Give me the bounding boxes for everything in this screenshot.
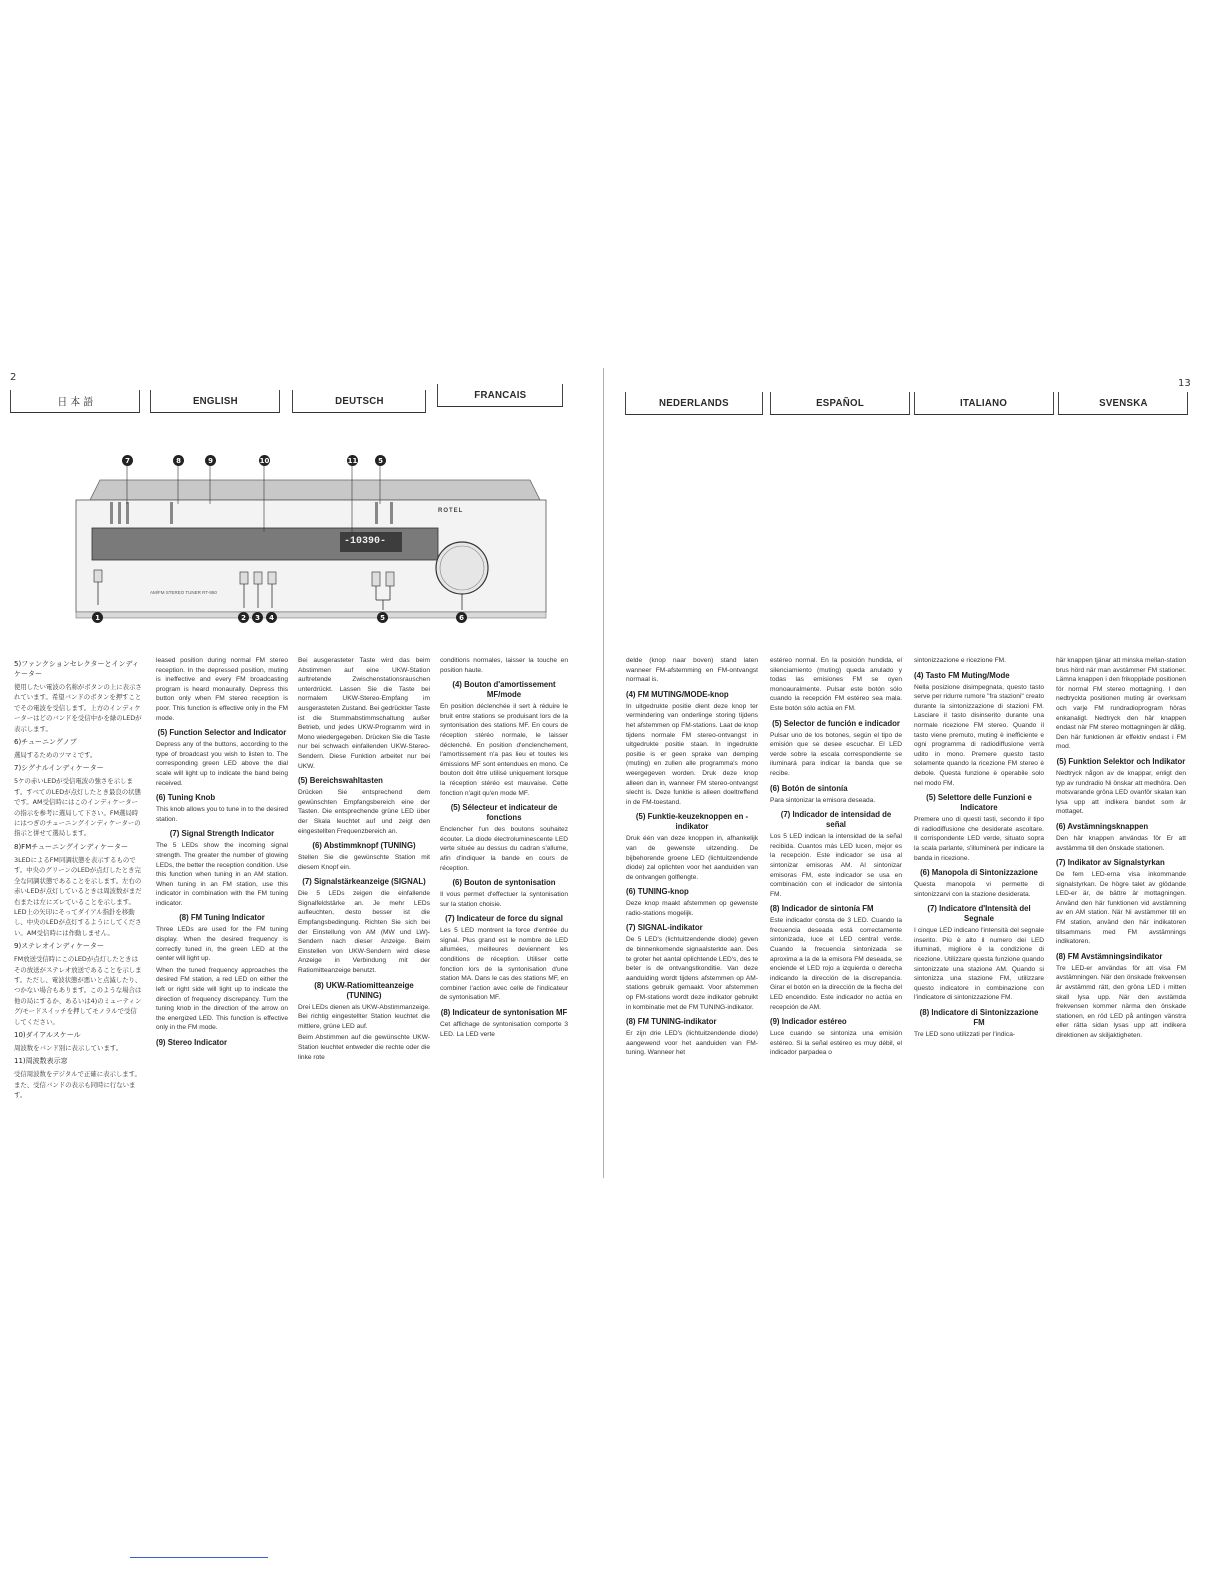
fr-para: En position déclenchée il sert à réduire le bruit entre stations se produisant lors de la syntonisation des stations MF. En cours de réception stéréo normale, le laisser déclenché. En position d'enclenchement, l'amortissement n'a pas lieu et toutes les émissions MF sont entendues en mono. Ce bouton doit être utilisé uniquement lorsque la réception stéréo est mauvaise. Cette fonction n'agit qu'en mode MF.: [440, 703, 568, 797]
tab-deutsch: DEUTSCH: [292, 390, 426, 413]
tab-francais: FRANCAIS: [437, 384, 563, 407]
jp-heading-8: 8)FMチューニングインディケーター: [14, 842, 128, 851]
es-heading-8: (8) Indicador de sintonía FM: [770, 904, 874, 914]
nl-para: Druk één van deze knoppen in, afhankelijk van de gewenste uitzending. De bijbehorende groene LED (lichtuitzendende diode) zal oplichten voor het aanduiden van de ontvangen golflengte.: [626, 835, 758, 881]
nl-para: Er zijn drie LED's (lichtuitzendende diode) aangewend voor het aanduiden van FM-tuning. Wanneer het: [626, 1030, 758, 1057]
de-para: Bei ausgerasteter Taste wird das beim Abstimmen auf eine UKW-Station auftretende Zwischenstationsrauschen unterdrückt. Lassen Sie die Taste bei normalem UKW-Stereo-Empfang im ausgerasteten Zustand. Bei gedrückter Taste ist die Stummabstimmschaltung außer Betrieb, und jedes UKW-Programm wird in Mono wiedergegeben. Drücken Sie die Taste nur bei schwach einfallenden UKW-Stereo-Sendern. Diese Funktion arbeitet nur bei UKW.: [298, 657, 430, 770]
deutsch-column: [298, 656, 430, 1064]
footer-rule: [130, 1557, 268, 1558]
it-para: Questa manopola vi permette di sintonizzarvi con la stazione desiderata.: [914, 881, 1044, 898]
jp-heading-10: 10)ダイアルスケール: [14, 1030, 81, 1039]
sv-para: Tre LED-er användas för att visa FM avstämningen. När den önskade frekvensen är avstämmd rätt, den gröna LED i mitten skall lysa upp. När den avstämda frekvensen kommer närma den önskade stationen, en röd LED på antingen vänstra eller rätta sidan lysas upp att indikera direktionen av skiljaktigheten.: [1056, 964, 1186, 1039]
en-heading-7: (7) Signal Strength Indicator: [169, 829, 275, 839]
callout-1: 1: [92, 612, 103, 623]
callout-11: 11: [347, 456, 358, 465]
nl-heading-5: (5) Funktie-keuzeknoppen en -indikator: [635, 812, 749, 832]
en-para: This knob allows you to tune in to the desired station.: [156, 806, 288, 823]
espanol-column: [770, 656, 902, 1060]
it-heading-5: (5) Selettore delle Funzioni e Indicatore: [926, 793, 1032, 813]
de-heading-7: (7) Signalstärkeanzeige (SIGNAL): [302, 877, 426, 887]
svenska-column: [1056, 656, 1186, 1043]
de-para: Die 5 LEDs zeigen die einfallende Signalfeldstärke an. Je mehr LEDs aufleuchten, desto besser ist die Empfangsbedingung. Richten Sie sich bei der Einstellung von AM (MW und LW)-Sendern nach dieser Anzeige. Beim Einstellen von UKW-Sendern wird diese Anzeige in Verbindung mit der Ratiomitteanzeige benutzt.: [298, 890, 430, 975]
en-para: Three LEDs are used for the FM tuning display. When the desired frequency is correctly tuned in, the green LED at the center will light up.: [156, 926, 288, 963]
callout-9: 9: [205, 455, 216, 466]
nederlands-column: [626, 656, 758, 1060]
japanese-column: [14, 656, 142, 1104]
es-para: Los 5 LED indican la intensidad de la señal recibida. Cuantos más LED lucen, mejor es la recepción. Este indicador se usa al sintonizar emisoras AM. Al sintonizar emisoras FM, este indicador se usa en combinación con el indicador de sintonía FM.: [770, 833, 902, 898]
callout-6: 6: [456, 612, 467, 623]
italiano-column: [914, 656, 1044, 1042]
en-para: Depress any of the buttons, according to the type of broadcast you wish to listen to. The corresponding green LED above the dial scale will light up to indicate the band being received.: [156, 741, 288, 787]
fr-para: Les 5 LED montrent la force d'entrée du signal. Plus grand est le nombre de LED allumées, meilleures deviennent les conditions de réception. Utiliser cette fonction lors de la syntonisation d'une station MA. Dans le cas des stations MF, en combiner l'action avec celle de l'indicateur de syntonisation MF.: [440, 927, 568, 1002]
de-para: Drücken Sie entsprechend dem gewünschten Empfangsbereich eine der Tasten. Die entsprechende grüne LED über der Skala leuchtet auf und zeigt den eingestellten Frequenzbereich an.: [298, 789, 430, 835]
callout-7: 7: [122, 455, 133, 466]
jp-para: 使用したい電波の名称がボタンの上に表示されています。希望バンドのボタンを押すことでその電波を受信します。上方のインディケーターはどのバンドを受信中かを緑のLEDが表示します。: [14, 683, 142, 733]
tab-svenska: SVENSKA: [1058, 392, 1188, 415]
callout-5-top: 5: [375, 455, 386, 466]
es-heading-6: (6) Botón de sintonía: [770, 783, 848, 793]
jp-para: 5ケの赤いLEDが受信電波の強さを示します。すべてのLEDが点灯したとき最良の状態です。AM受信時にはこのインディケーターの指示を参考に選局して下さい。FM選局時にはつぎのチューニングインディケーターの指示と併せて選局します。: [14, 777, 141, 838]
callout-5-bottom: 5: [377, 612, 388, 623]
en-para: When the tuned frequency approaches the desired FM station, a red LED on either the left or right side will light up to indicate the direction of frequency discrepancy. Turn the tuning knob in the direction of the arrow on the energized LED. This function is effective only in the FM mode.: [156, 966, 288, 1032]
sv-para: De fem LED-erna visa inkommande signalstyrkan. De högre talet av glödande LED-er är, de bättre är mottagningen. Använd den här funktionen vid avstämning av en AM station. När Ni avstämmer till en FM station, använd den här indikatoren tillsammans med FM avstämnings indikatoren.: [1056, 871, 1186, 946]
fr-heading-6: (6) Bouton de syntonisation: [452, 878, 556, 888]
it-para: Tre LED sono utilizzati per l'indica-: [914, 1031, 1016, 1039]
jp-heading-6: 6)チューニングノブ: [14, 738, 77, 747]
it-heading-8: (8) Indicatore di Sintonizzazione FM: [919, 1008, 1039, 1028]
it-para: Premere uno di questi tasti, secondo il tipo di radiodiffusione che desiderate ascoltare. Il corrispondente LED verde, situato sopra la scala parlante, s'illuminerà per indicare la banda in ricezione.: [914, 816, 1044, 862]
es-para: Este indicador consta de 3 LED. Cuando la frecuencia deseada está correctamente sintonizada, luce el LED central verde. Cuando la frecuencia sintonizada se aproxima a la de la emisora FM deseada, se enciende el LED rojo a izquierda o derecha indicando la dirección de la discrepancia. Girar el botón en la dirección de la flecha del LED encendido. Este indicador no actúa en recepción de AM.: [770, 917, 902, 1011]
jp-para: 周波数をバンド別に表示しています。: [14, 1043, 123, 1052]
fr-para: conditions normales, laisser la touche en position haute.: [440, 657, 568, 674]
it-heading-4: (4) Tasto FM Muting/Mode: [914, 670, 1010, 680]
callout-3: 3: [252, 612, 263, 623]
jp-heading-7: 7)シグナルインディケーター: [14, 764, 104, 773]
es-para: Pulsar uno de los botones, según el tipo de emisión que se desee escuchar. El LED verde sobre la escala correspondiente se iluminará para indicar la banda que se recibe.: [770, 731, 902, 777]
en-heading-8: (8) FM Tuning Indicator: [179, 913, 265, 923]
sv-para: Den här knappen användas för Er att avstämma till den önskade stationen.: [1056, 834, 1186, 852]
tuner-front-panel-drawing: [40, 440, 580, 645]
jp-heading-11: 11)周波数表示窓: [14, 1057, 68, 1066]
fr-heading-5: (5) Sélecteur et indicateur de fonctions: [450, 803, 558, 823]
de-para: Drei LEDs dienen als UKW-Abstimmanzeige. Bei richtig eingestellter Station leuchtet die mittlere, grüne LED auf.: [298, 1003, 430, 1030]
nl-heading-6: (6) TUNING-knop: [626, 887, 689, 897]
fr-heading-8: (8) Indicateur de syntonisation MF: [440, 1008, 568, 1018]
jp-para: 受信周波数をデジタルで正確に表示します。また、受信バンドの表示も同時に行ないます。: [14, 1070, 141, 1100]
brand-logo: ROTEL: [438, 508, 464, 514]
sv-heading-8: (8) FM Avstämningsindikator: [1056, 951, 1163, 961]
tuner-illustration: [40, 440, 580, 645]
fr-heading-7: (7) Indicateur de force du signal: [445, 914, 563, 924]
en-para: The 5 LEDs show the incoming signal strength. The greater the number of glowing LEDs, the better the reception condition. Use this function when tuning in an AM station. When tuning in an FM station, use this indicator in combination with the FM tuning indicator.: [156, 842, 288, 907]
fr-para: Il vous permet d'effectuer la syntonisation sur la station choisie.: [440, 891, 568, 908]
de-para: Stellen Sie die gewünschte Station mit diesem Knopf ein.: [298, 854, 430, 871]
en-heading-5: (5) Function Selector and Indicator: [157, 728, 287, 738]
it-heading-7: (7) Indicatore d'Intensità del Segnale: [927, 904, 1031, 924]
nl-heading-8: (8) FM TUNING-indikator: [626, 1017, 717, 1027]
nl-para: Deze knop maakt afstemmen op gewenste radio-stations mogelijk.: [626, 900, 758, 917]
de-heading-5: (5) Bereichswahltasten: [298, 776, 383, 786]
frequency-display: -10390-: [344, 536, 387, 547]
tab-nederlands: NEDERLANDS: [625, 392, 763, 415]
page-number-left: 2: [10, 372, 17, 383]
sv-heading-6: (6) Avstämningsknappen: [1056, 821, 1149, 831]
tab-english: ENGLISH: [150, 390, 280, 413]
english-column: [156, 656, 288, 1050]
fr-heading-4: (4) Bouton d'amortissement MF/mode: [452, 680, 556, 700]
jp-heading-9: 9)ステレオインディケーター: [14, 942, 104, 951]
sv-heading-5: (5) Funktion Selektor och Indikator: [1056, 756, 1186, 766]
it-para: Nella posizione disimpegnata, questo tasto serve per ridurre rumore "fra stazioni" creato durante la sintonizzazione di stazioni FM. Lasciare il tasto disinserito durante una normale ricezione FM stereo. Quando il tasto viene premuto, muting è inefficiente e ogni programma di radiodiffusione verrà udito in mono. Premere questo tasto solamente quando la ricezione FM stereo è debole. Questa funzione è operabile solo nel modo FM.: [914, 683, 1044, 787]
nl-para: In uitgedrukte positie dient deze knop ter vermindering van onderlinge storing tijdens het afstemmen op FM-stations. Laat de knop tijdens normale FM stereo-ontvangst in uitgedrukte positie staan. In ingedrukte positie is er geen sprake van demping (muting) en zullen alle programma's mono weergegeven worden. Druk deze knop alleen dan in, wanneer FM stereo-ontvangst slecht is. Deze funktie is alleen doeltreffend in de FM-toestand.: [626, 702, 758, 806]
callout-8: 8: [173, 455, 184, 466]
it-para: I cinque LED indicano l'intensità del segnale inserito. Più è alto il numero dei LED illuminati, migliore è la condizione di ricezione. Utilizzare questa funzione quando sintonizzate una stazione AM. Quando si sintonizza una stazione FM, utilizzare questo indicatore in combinazione con l'indicatore di sintonizzazione FM.: [914, 927, 1044, 1002]
tab-italiano: ITALIANO: [914, 392, 1054, 415]
es-heading-9: (9) Indicador estéreo: [770, 1017, 847, 1027]
de-heading-6: (6) Abstimmknopf (TUNING): [312, 841, 416, 851]
en-heading-6: (6) Tuning Knob: [156, 793, 216, 803]
nl-para: delde (knop naar boven) stand laten wanneer FM-afstemming en FM-ontvangst normaal is.: [626, 657, 758, 684]
sv-para: här knappen tjänar att minska mellan-station brus hörd när man avstämmer FM stationer. Lämna knappen i den frikopplade positionen för normal FM stereo mottagning. I den nedtryckta positionen muting är overksam och varje FM rundradioprogram höras enkanaligt. Nedtryck den här knappen endast när FM stereo mottagningen är dålig. Den här funktionen är effektiv endast i FM mod.: [1056, 657, 1186, 751]
model-label: AM/FM STEREO TUNER RT-950: [150, 590, 217, 595]
page-number-right: 13: [1178, 378, 1191, 389]
tab-japanese: 日 本 語: [10, 390, 140, 413]
jp-para: FM放送受信時にこのLEDが点灯したときはその放送がステレオ放送であることを示します。ただし、電波状態が悪いと点滅したり、つかない場合もあります。このような場合は他の局にするか、あるいは4)のミューティング/モードスイッチを押してモノラルで受信してください。: [14, 955, 142, 1026]
it-heading-6: (6) Manopola di Sintonizzazione: [920, 868, 1038, 878]
es-heading-5: (5) Selector de función e indicador: [772, 718, 900, 728]
jp-para: 選局するためのツマミです。: [14, 751, 97, 760]
fr-para: Enclencher l'un des boutons souhaitez écouter. La diode électroluminescente LED verte située au dessus du cadran s'allume, afin d'indiquer la bande en cours de réception.: [440, 826, 568, 872]
sv-para: Nedtryck någon av de knappar, enligt den typ av rundradio Ni önskar att medhöra. Den motsvarande gröna LED ovanför skalan kan lysa upp att indikera bandet som är mottaget.: [1056, 769, 1186, 816]
page-fold-divider: [603, 368, 604, 1178]
es-heading-7: (7) Indicador de intensidad de señal: [780, 810, 892, 830]
es-para: estéreo normal. En la posición hundida, el silenciamiento (muting) queda anulado y todas las emisiones FM se oyen monoauralmente. Pulsar este botón sólo cuando la recepción FM estéreo sea mala. Este botón sólo actúa en FM.: [770, 657, 902, 712]
de-para: Beim Abstimmen auf die gewünschte UKW-Station leuchtet entweder die rechte oder die linke rote: [298, 1034, 430, 1061]
it-para: sintonizzazione e ricezione FM.: [914, 657, 1006, 664]
nl-heading-7: (7) SIGNAL-indikator: [626, 923, 703, 933]
jp-heading-5: 5)ファンクションセレクターとインディケーター: [14, 660, 139, 678]
es-para: Para sintonizar la emisora deseada.: [770, 796, 876, 804]
jp-para: 3LEDによるFM同調状態を表示するものです。中央のグリーンのLEDが点灯したとき完全な同調状態であることを示します。左右の赤いLEDが点灯しているときは周波数がまだ右または左にズレていることを示します。LED上の矢印にそってダイアル指針を移動し、中央のLEDが点灯するようにしてください。AM受信時には作動しません。: [14, 855, 142, 937]
es-para: Luce cuando se sintoniza una emisión estéreo. Si la señal estéreo es muy débil, el indicador parpadea o: [770, 1030, 902, 1057]
callout-2: 2: [238, 612, 249, 623]
de-heading-8: (8) UKW-Ratiomitteanzeige (TUNING): [314, 980, 414, 1000]
nl-para: De 5 LED's (lichtuitzendende diode) geven de binnenkomende signaalsterkte aan. Des te groter het aantal oplichtende LED's, des te beter is de ontvangstkonditie. Van deze aanduiding wordt tijdens afstemmen op AM-stations gebruik gemaakt. Voor afstemmen op FM-stations wordt deze indikator gebruikt in kombinatie met de FM TUNING-indikator.: [626, 936, 758, 1011]
en-para: leased position during normal FM stereo reception. In the depressed position, muting is ineffective and every FM broadcasting program is heard monaurally. Depress this button only when FM stereo reception is poor. This function is effective only in the FM mode.: [156, 657, 288, 722]
sv-heading-7: (7) Indikator av Signalstyrkan: [1056, 858, 1165, 868]
en-heading-9: (9) Stereo Indicator: [156, 1038, 228, 1047]
nl-heading-4: (4) FM MUTING/MODE-knop: [626, 689, 729, 699]
tab-espanol: ESPAÑOL: [770, 392, 910, 415]
fr-para: Cet affichage de syntonisation comporte 3 LED. La LED verte: [440, 1021, 568, 1038]
callout-10: 10: [259, 456, 270, 465]
francais-column: [440, 656, 568, 1041]
callout-4: 4: [266, 612, 277, 623]
